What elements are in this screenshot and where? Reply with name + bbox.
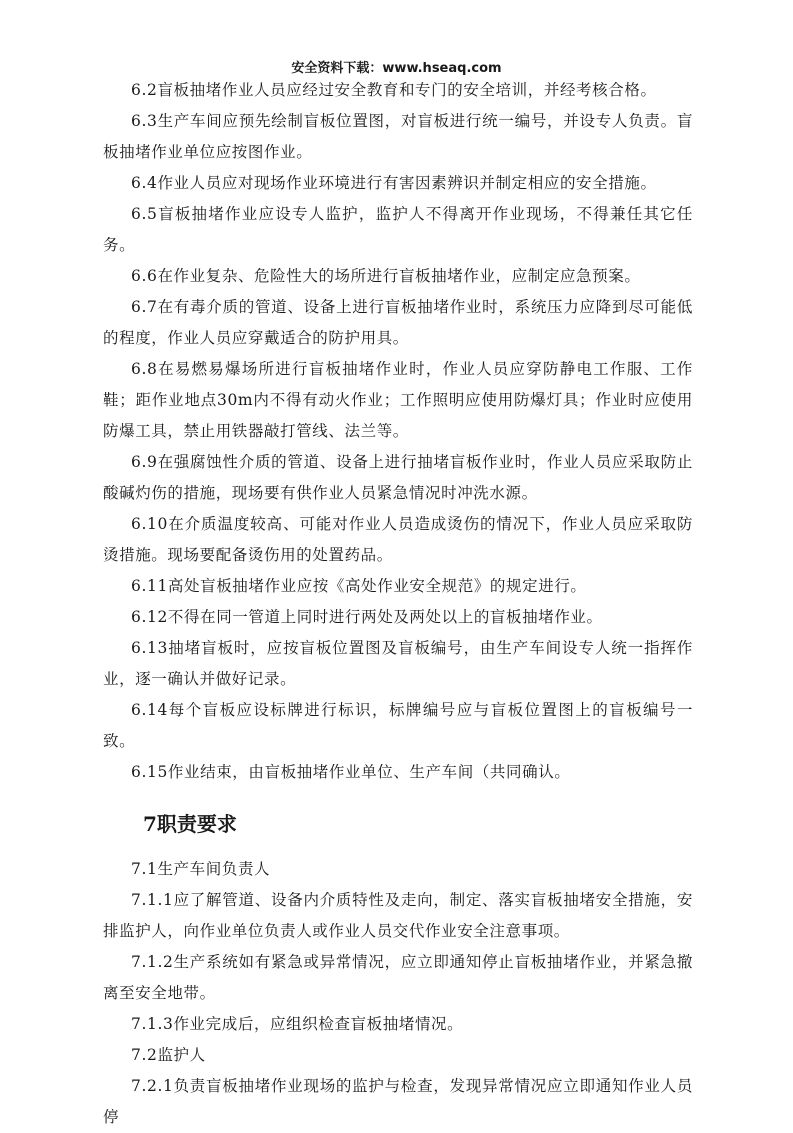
paragraph-6-12: 6.12不得在同一管道上同时进行两处及两处以上的盲板抽堵作业。 xyxy=(131,608,603,626)
paragraph-6-3: 6.3生产车间应预先绘制盲板位置图，对盲板进行统一编号，并设专人负责。盲板抽堵作业单位应按图作业。 xyxy=(103,112,693,161)
paragraph-6-7: 6.7在有毒介质的管道、设备上进行盲板抽堵作业时，系统压力应降到尽可能低的程度，作业人员应穿戴适合的防护用具。 xyxy=(103,298,693,347)
paragraph-7-1-1: 7.1.1应了解管道、设备内介质特性及走向，制定、落实盲板抽堵安全措施，安排监护人，向作业单位负责人或作业人员交代作业安全注意事项。 xyxy=(103,891,693,940)
paragraph-7-1: 7.1生产车间负责人 xyxy=(131,860,271,878)
paragraph-6-15: 6.15作业结束，由盲板抽堵作业单位、生产车间（共同确认。 xyxy=(131,763,571,781)
paragraph-6-14: 6.14每个盲板应设标牌进行标识，标牌编号应与盲板位置图上的盲板编号一致。 xyxy=(103,701,693,750)
paragraph-6-9: 6.9在强腐蚀性介质的管道、设备上进行抽堵盲板作业时，作业人员应采取防止酸碱灼伤的措施，现场要有供作业人员紧急情况时冲洗水源。 xyxy=(103,453,693,502)
paragraph-6-11: 6.11高处盲板抽堵作业应按《高处作业安全规范》的规定进行。 xyxy=(131,577,587,595)
document-body xyxy=(103,75,693,1133)
section-title: 7职责要求 xyxy=(143,812,237,836)
paragraph-6-4: 6.4作业人员应对现场作业环境进行有害因素辨识并制定相应的安全措施。 xyxy=(131,174,657,192)
paragraph-7-2-1: 7.2.1负责盲板抽堵作业现场的监护与检查，发现异常情况应立即通知作业人员停 xyxy=(103,1077,693,1126)
paragraph-6-13: 6.13抽堵盲板时，应按盲板位置图及盲板编号，由生产车间设专人统一指挥作业，逐一确认并做好记录。 xyxy=(103,639,693,688)
paragraph-7-2: 7.2监护人 xyxy=(131,1046,206,1064)
paragraph-7-1-2: 7.1.2生产系统如有紧急或异常情况，应立即通知停止盲板抽堵作业，并紧急撤离至安全地带。 xyxy=(103,953,693,1002)
paragraph-6-8: 6.8在易燃易爆场所进行盲板抽堵作业时，作业人员应穿防静电工作服、工作鞋；距作业地点30m内不得有动火作业；工作照明应使用防爆灯具；作业时应使用防爆工具，禁止用铁器敲打管线、法兰等。 xyxy=(103,360,693,440)
page-header: 安全资料下载：www.hseaq.com xyxy=(291,61,502,76)
paragraph-6-2: 6.2盲板抽堵作业人员应经过安全教育和专门的安全培训，并经考核合格。 xyxy=(131,81,657,99)
paragraph-6-6: 6.6在作业复杂、危险性大的场所进行盲板抽堵作业，应制定应急预案。 xyxy=(131,267,641,285)
paragraph-6-5: 6.5盲板抽堵作业应设专人监护，监护人不得离开作业现场，不得兼任其它任务。 xyxy=(103,205,693,254)
paragraph-7-1-3: 7.1.3作业完成后，应组织检查盲板抽堵情况。 xyxy=(131,1015,464,1033)
paragraph-6-10: 6.10在介质温度较高、可能对作业人员造成烫伤的情况下，作业人员应采取防烫措施。现场要配备烫伤用的处置药品。 xyxy=(103,515,693,564)
